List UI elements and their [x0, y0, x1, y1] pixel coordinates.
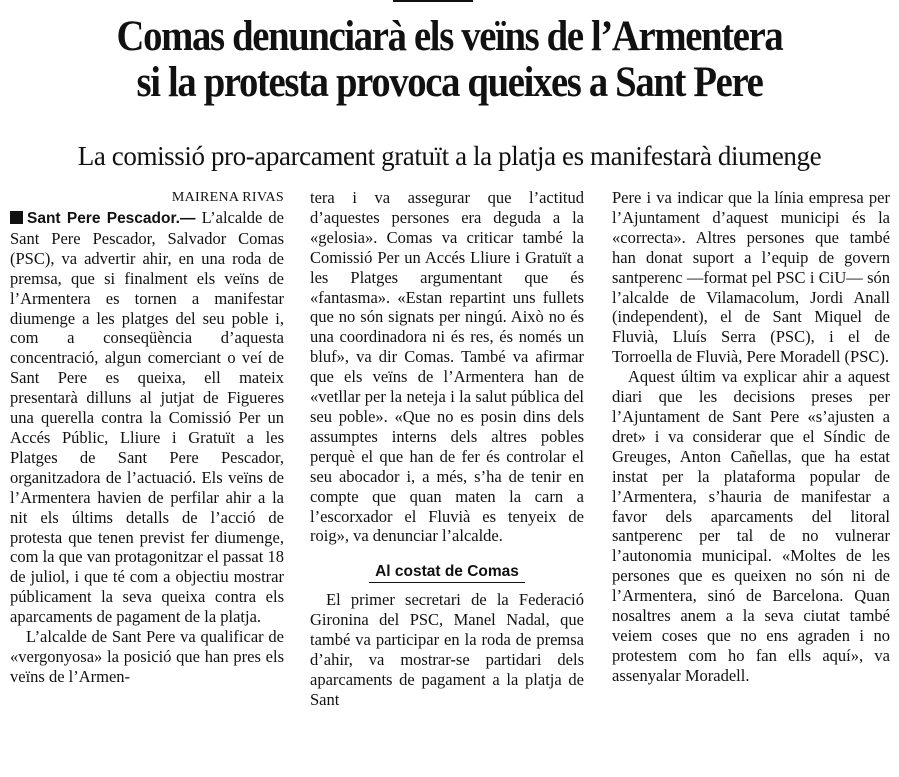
headline [45, 14, 854, 106]
paragraph: L’alcalde de Sant Pere va qualificar de «vergonyosa» la posició que han pres els veïns de l’Armen- [10, 627, 284, 686]
headline-line-2: si la protesta provoca queixes a Sant Pere [136, 59, 763, 106]
square-bullet-icon [10, 211, 23, 224]
headline-line-1: Comas denunciarà els veïns de l’Armentera [116, 13, 783, 60]
section-heading-text: Al costat de Comas [369, 563, 525, 583]
article-column-1 [10, 188, 284, 687]
article-column-3 [612, 188, 890, 686]
lead-paragraph [10, 208, 284, 627]
dateline: Sant Pere Pescador.— [27, 210, 196, 227]
paragraph: Pere i va indicar que la línia empresa per l’Ajuntament d’aquest municipi és la «correcta». Altres persones que també han donat suport a l’equip de govern santperenc —format pel PSC i CiU— són l’alcalde de Vilamacolum, Jordi Anall (independent), el de Sant Miquel de Fluvià, Lluís Serra (PSC), i el de Torroella de Fluvià, Pere Moradell (PSC). [612, 188, 890, 367]
paragraph: Aquest últim va explicar ahir a aquest diari que les decisions preses per l’Ajuntament de Sant Pere «s’ajusten a dret» i va considerar que el Síndic de Greuges, Anton Cañellas, que ha estat instat per la plataforma popular de l’Armentera, s’hauria de manifestar a favor dels aparcaments del litoral santperenc per tal de no vulnerar l’autonomia municipal. «Moltes de les persones que es queixen no són ni de l’Armentera, sinó de Barcelona. Quan nosaltres anem a la seva ciutat també veiem coses que no ens agraden i no protestem com ho fan ells aquí», va assenyalar Moradell. [612, 367, 890, 685]
article-column-2 [310, 188, 584, 710]
subtitle: La comissió pro-aparcament gratuït a la platja es manifestarà diumenge [77, 141, 822, 171]
section-heading [310, 560, 584, 584]
lead-text: L’alcalde de Sant Pere Pescador, Salvador Comas (PSC), va advertir ahir, en una roda de premsa, que si finalment els veïns de l’Armentera es tornen a manifestar diumenge a les platges del seu poble i, com a conseqüència d’aquesta concentració, algun comerciant o veí de Sant Pere es queixa, ell mateix presentarà dilluns al jutjat de Figueres una querella contra la Comissió Per un Accés Públic, Lliure i Gratuït a les Platges de Sant Pere Pescador, organitzadora de l’actuació. Els veïns de l’Armentera havien de perfilar ahir a la nit els últims detalls de l’acció de protesta que tenen previst fer diumenge, com la que van protagonitzar el passat 18 de juliol, i que té com a objectiu mostrar públicament la seva queixa contra els aparcaments de pagament de la platja. [10, 208, 284, 627]
paragraph: El primer secretari de la Federació Gironina del PSC, Manel Nadal, que també va participar en la roda de premsa d’ahir, va mostrar-se partidari dels aparcaments de pagament a la platja de Sant [310, 590, 584, 709]
paragraph: tera i va assegurar que l’actitud d’aquestes persones era deguda a la «gelosia». Comas va criticar també la Comissió Per un Accés Lliure i Gratuït a les Platges argumentant que és «fantasma». «Estan repartint uns fullets que no són signats per ningú. Això no és una coordinadora ni és res, és només un bluf», va dir Comas. També va afirmar que els veïns de l’Armentera han de «vetllar per la neteja i la salut pública del seu poble». «Que no es posin dins dels assumptes interns dels altres pobles perquè el que han de fer és controlar el seu abocador i, a més, s’ha de tenir en compte que quan maten la carn a l’escorxador el Fluvià es tenyeix de roig», va denunciar l’alcalde. [310, 188, 584, 546]
top-rule [393, 0, 473, 2]
byline: MAIRENA RIVAS [171, 190, 284, 205]
